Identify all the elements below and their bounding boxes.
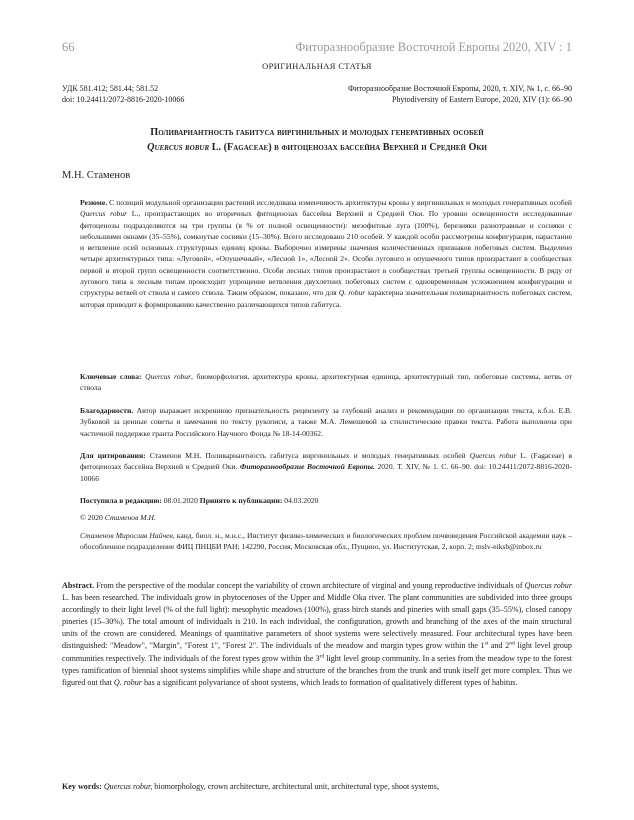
abstract-text-6: has a significant polyvariance of shoot systems, which leads to formation of qualitatively different types of habitus. [141, 677, 518, 687]
citation-label: Для цитирования: [80, 451, 146, 460]
copyright-block [80, 512, 572, 523]
citation-text-2: L. (Fagaceae) в фитоценозах бассейна Верхней и Средней Оки. [80, 451, 572, 472]
keywords-en-text: biomorphology, crown architecture, architectural unit, architectural type, shoot systems, [152, 782, 439, 791]
abstract-text: From the perspective of the modular concept the variability of crown architecture of virginal and young reproductive individuals of [94, 581, 525, 590]
citation-text: Стаменов М.Н. Поливариантность габитуса виргинильных и молодых генеративных особей [145, 451, 470, 460]
citation-species: Quercus robur [469, 451, 517, 460]
keywords-ru-block [80, 371, 572, 394]
keywords-ru-label: Ключевые слова: [80, 372, 142, 381]
citation-text-3: 2020. T. XIV, № 1. С. 66–90. doi: 10.24411/2072-8816-2020-10066 [80, 462, 572, 483]
title-line-1: Поливариантность габитуса виргинильных и молодых генеративных особей [150, 127, 484, 138]
abstract-text-2: L. has been researched. The individuals grow in phytocenoses of the Upper and Middle Oka river. The plant communities are subdivided into three groups accordingly to their light level (% of the full light): mesophytic meadows (100%), grass birch stands and pineries with small gaps (35–55%), closed canopy pineries (15–30%). The total amount of individuals is 210. In each individual, the configuration, growth and branching of the axes of the main structural units of the crown are considered. Meanings of quantitative parameters of shoot systems were selectively measured. Four architectural types have been distinguished: "Meadow", "Margin", "Forest 1", "Forest 2". The individuals of the meadow and margin types grow within the 1 [62, 593, 572, 651]
abstract-en-block [62, 580, 572, 689]
author-name: М.Н. Стаменов [62, 170, 131, 181]
resume-text-3: характерна значительная поливариантность побеговых систем, которая приводит к формированию качественно различающихся типов габитуса. [80, 288, 572, 309]
resume-species-2: Q. robur [338, 288, 366, 298]
abstract-text-5: light level group community. In a series from the meadow type to the forest types ramification of biennial shoot systems simplifies while shape and structure of the branches from the trunk and trunk itself get more complex. Thus we figured out that [62, 653, 572, 687]
keywords-ru-text: , биоморфология, архитектура кроны, архитектурная единица, архитектурный тип, побеговые системы, ветвь от ствола [80, 372, 572, 393]
received-label: Поступила в редакцию: [80, 496, 162, 505]
citation-block [80, 450, 572, 484]
doi: doi: 10.24411/2072-8816-2020-10066 [62, 95, 185, 104]
title-line-2 [62, 140, 572, 155]
resume-label: Резюме. [80, 198, 108, 207]
abstract-species-2: Q. robur [113, 677, 142, 687]
abstract-label: Abstract. [62, 581, 95, 590]
running-header [62, 40, 572, 54]
udc-code: УДК 581.412; 581.44; 581.52 [62, 84, 159, 93]
dates-block [80, 495, 572, 506]
abstract-text-3: and 2 [488, 641, 510, 651]
resume-block [80, 197, 572, 310]
abstract-text-4: light level group communities respectively. The individuals of the forest types grow within the 3 [62, 641, 572, 663]
resume-text-2: L., произрастающих во вторичных фитоценозах бассейна Верхней и Средней Оки. По уровню освещенности исследованные фитоценозы подразделяются на три группы (в % от полной освещенности): мезофитные луга (100%), березняки разнотравные и сосняки с небольшими окнами (35–55%), сомкнутые сосняки (15–30%). Всего исследовано 210 особей. У каждой особи рассмотрены конфигурация, нарастание и ветвление осей основных структурных единиц кроны. Выборочно измерены значения количественных признаков побеговых систем. Выделено четыре архитектурных типа: «Луговой», «Опушечный», «Лесной 1», «Лесной 2». Особи лугового и опушечного типов произрастают в сообществах первой и второй групп освещенности соответственно. Особи лесных типов произрастают в сообществах третьей группы освещенности. В ряду от лугового типа к лесным типам происходит упрощение ветвления двухлетних побеговых систем с одновременным усложнением конфигурации и структуры ветвей от ствола и самого ствола. Таким образом, показано, что для [80, 209, 572, 298]
copyright-prefix: © 2020 [80, 513, 105, 522]
section-label: ОРИГИНАЛЬНАЯ СТАТЬЯ [262, 61, 372, 71]
affiliation-name: Стаменов Мирослав Найчев, [80, 531, 175, 540]
journal-running-title: Фиторазнообразие Восточной Европы 2020, XIV : 1 [295, 40, 572, 54]
resume-species: Quercus robur [80, 209, 128, 219]
abstract-species: Quercus robur [524, 581, 572, 590]
abstract-sup-2: nd [509, 640, 515, 647]
keywords-en-block [62, 781, 572, 793]
keywords-en-species: Quercus robur, [103, 782, 153, 791]
article-title [62, 125, 572, 155]
title-species: Quercus robur [147, 142, 210, 153]
abstract-sup-1: st [484, 640, 489, 647]
copyright-name: Стаменов М.Н. [104, 513, 156, 522]
acknowledgements-text: Автор выражает искреннюю признательность рецензенту за глубокий анализ и рекомендации по организации текста, к.б.н. Е.В. Зубковой за ценные советы и замечания по тексту рукописи, а также М.А. Лемешевой за стилистические правки текста. Работа выполнена при частичной поддержке гранта Российского Научного Фонда № 18-14-00362. [80, 406, 572, 438]
title-line-2-rest: L. (Fagaceae) в фитоценозах бассейна Верхней и Средней Оки [209, 142, 487, 153]
citation-ru: Фиторазнообразие Восточной Европы, 2020, т. XIV, № 1, с. 66–90 [347, 84, 572, 93]
affiliation-text: канд. биол. н., м.н.с., Институт физико-химических и биологических проблем почвоведения Российской академии наук – обособленное подразделение ФИЦ ПНЦБИ РАН; 142290, Россия, Московская обл., Пущино, ул. Институтская, 2, корп. 2; mslv-eiksb@inbox.ru [80, 531, 572, 552]
keywords-en-label: Key words: [62, 782, 102, 791]
resume-text: С позиций модульной организации растений исследована изменчивость архитектуры кроны у виргинильных и молодых генеративных особей [107, 198, 572, 207]
abstract-sup-3: rd [319, 652, 325, 659]
acknowledgements-block [80, 405, 572, 439]
affiliation-block [80, 530, 572, 553]
keywords-ru-species: Quercus robur [145, 372, 192, 381]
page-number: 66 [62, 40, 75, 54]
acknowledgements-label: Благодарности. [80, 406, 134, 415]
citation-en: Phytodiversity of Eastern Europe, 2020, XIV (1): 66–90 [391, 95, 572, 104]
citation-journal: Фиторазнообразие Восточной Европы. [239, 462, 375, 472]
accepted-date: 04.03.2020 [282, 496, 319, 505]
accepted-label: Принято к публикации: [199, 496, 283, 505]
received-date: 08.01.2020 [161, 496, 198, 505]
